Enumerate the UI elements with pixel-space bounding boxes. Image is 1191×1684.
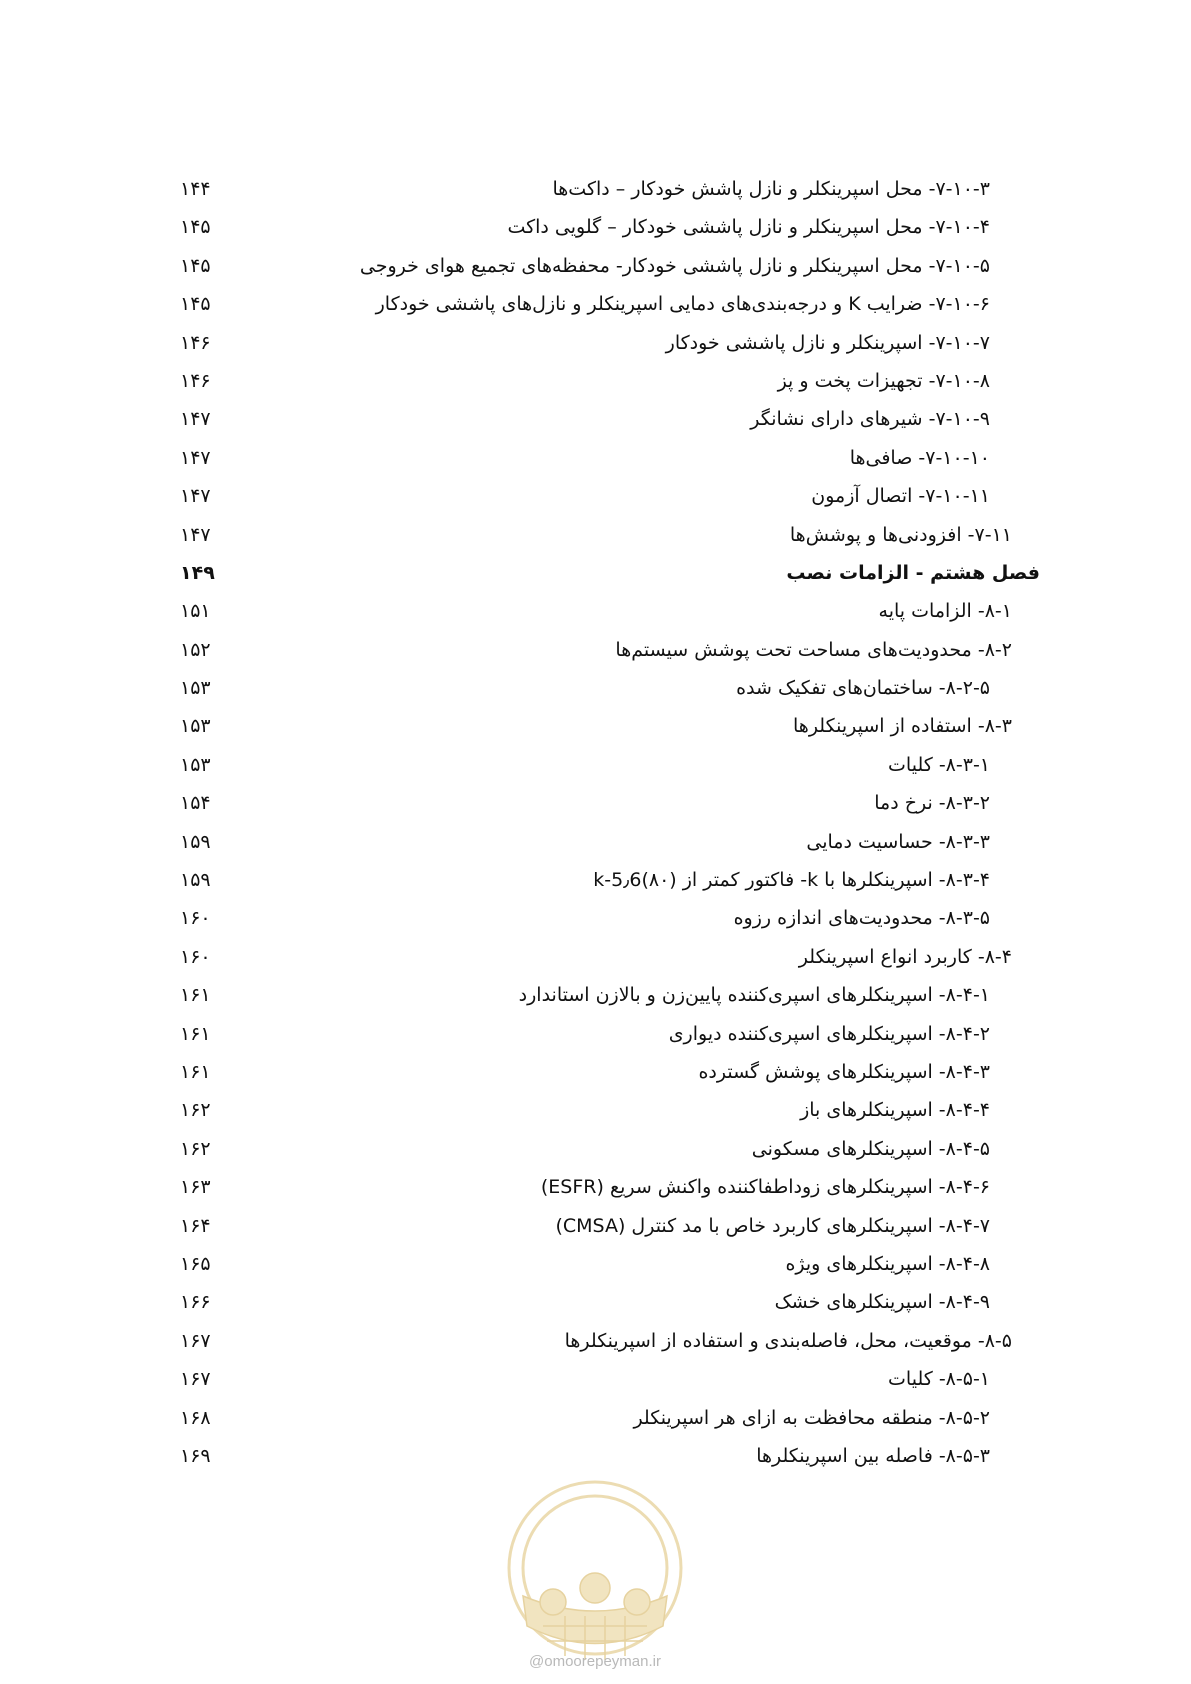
toc-entry bbox=[180, 1360, 1040, 1398]
toc-entry bbox=[180, 247, 1040, 285]
toc-entry-title: ۸-۱- الزامات پایه bbox=[878, 600, 1012, 623]
toc-chapter-heading bbox=[180, 554, 1040, 592]
toc-entry-title: ۷-۱۱- افزودنی‌ها و پوشش‌ها bbox=[789, 523, 1012, 546]
toc-entry-title: ۸-۴-۴- اسپرینکلرهای باز bbox=[800, 1099, 990, 1122]
toc-entry-page: ۱۶۲ bbox=[180, 1137, 211, 1160]
watermark-seal-logo bbox=[503, 1476, 687, 1676]
toc-entry-page: ۱۶۵ bbox=[180, 1252, 211, 1275]
toc-entry-title: ۸-۳- استفاده از اسپرینکلرها bbox=[793, 715, 1012, 738]
toc-entry bbox=[180, 1015, 1040, 1053]
toc-entry-page: ۱۶۴ bbox=[180, 1214, 211, 1237]
toc-entry bbox=[180, 976, 1040, 1014]
toc-entry bbox=[180, 324, 1040, 362]
toc-entry-title: ۸-۴-۹- اسپرینکلرهای خشک bbox=[774, 1291, 990, 1314]
toc-entry-title: ۸-۳-۱- کلیات bbox=[888, 753, 990, 776]
toc-entry-title: ۸-۳-۵- محدودیت‌های اندازه رزوه bbox=[733, 907, 990, 930]
toc-entry bbox=[180, 477, 1040, 515]
toc-entry-title: ۷-۱۰-۵- محل اسپرینکلر و نازل پاششی خودکار- محفظه‌های تجمیع هوای خروجی bbox=[359, 254, 990, 277]
toc-entry-page: ۱۴۷ bbox=[180, 446, 211, 469]
toc-entry-title: ۸-۴-۶- اسپرینکلرهای زوداطفاکننده واکنش سریع (ESFR) bbox=[540, 1176, 990, 1199]
toc-entry bbox=[180, 1130, 1040, 1168]
toc-entry-page: ۱۴۴ bbox=[180, 178, 211, 200]
toc-entry-page: ۱۴۶ bbox=[180, 331, 211, 354]
toc-entry-page: ۱۶۷ bbox=[180, 1329, 211, 1352]
toc-entry bbox=[180, 516, 1040, 554]
toc-entry bbox=[180, 1091, 1040, 1129]
toc-entry-title: ۷-۱۰-۹- شیرهای دارای نشانگر bbox=[750, 408, 990, 431]
table-of-contents bbox=[180, 170, 1040, 1475]
toc-entry-page: ۱۶۲ bbox=[180, 1099, 211, 1122]
toc-entry-title: ۸-۴- کاربرد انواع اسپرینکلر bbox=[798, 945, 1012, 968]
toc-entry-title: ۸-۵- موقعیت، محل، فاصله‌بندی و استفاده از اسپرینکلرها bbox=[564, 1329, 1012, 1352]
toc-entry-title: ۷-۱۰-۸- تجهیزات پخت و پز bbox=[777, 369, 990, 392]
toc-entry-title: ۸-۵-۳- فاصله بین اسپرینکلرها bbox=[756, 1444, 990, 1467]
toc-entry-page: ۱۶۳ bbox=[180, 1176, 211, 1199]
toc-entry-page: ۱۶۰ bbox=[180, 945, 211, 968]
toc-entry bbox=[180, 669, 1040, 707]
toc-entry-title: ۸-۳-۴- اسپرینکلرها با k- فاکتور کمتر از (۸۰)k-5٫6 bbox=[593, 869, 990, 892]
toc-entry bbox=[180, 592, 1040, 630]
toc-entry-page: ۱۴۷ bbox=[180, 523, 211, 546]
toc-entry bbox=[180, 1168, 1040, 1206]
toc-entry-title: ۷-۱۰-۱۱- اتصال آزمون bbox=[811, 485, 990, 508]
toc-entry-page: ۱۴۷ bbox=[180, 485, 211, 508]
toc-entry bbox=[180, 823, 1040, 861]
toc-entry bbox=[180, 285, 1040, 323]
toc-entry bbox=[180, 1207, 1040, 1245]
toc-entry-page: ۱۵۳ bbox=[180, 677, 211, 700]
toc-entry-title: ۸-۴-۲- اسپرینکلرهای اسپری‌کننده دیواری bbox=[668, 1022, 990, 1045]
toc-entry bbox=[180, 1245, 1040, 1283]
toc-entry-title: ۸-۵-۲- منطقه محافظت به ازای هر اسپرینکلر bbox=[633, 1406, 990, 1429]
toc-entry bbox=[180, 439, 1040, 477]
toc-entry bbox=[180, 1399, 1040, 1437]
toc-entry bbox=[180, 746, 1040, 784]
toc-entry-page: ۱۴۵ bbox=[180, 293, 211, 316]
toc-entry-page: ۱۵۲ bbox=[180, 638, 211, 661]
toc-entry bbox=[180, 938, 1040, 976]
toc-entry bbox=[180, 1283, 1040, 1321]
toc-entry-page: ۱۵۴ bbox=[180, 792, 211, 815]
toc-entry-title: ۸-۳-۳- حساسیت دمایی bbox=[806, 830, 990, 853]
toc-entry-title: ۸-۲-۵- ساختمان‌های تفکیک شده bbox=[736, 677, 990, 700]
toc-entry bbox=[180, 1053, 1040, 1091]
toc-entry bbox=[180, 362, 1040, 400]
toc-entry bbox=[180, 707, 1040, 745]
toc-entry-page: ۱۶۷ bbox=[180, 1368, 211, 1391]
toc-entry-page: ۱۵۳ bbox=[180, 715, 211, 738]
toc-entry-title: فصل هشتم - الزامات نصب bbox=[786, 561, 1040, 584]
toc-entry-page: ۱۶۸ bbox=[180, 1406, 211, 1429]
toc-entry-title: ۷-۱۰-۳- محل اسپرینکلر و نازل پاشش خودکار – داکت‌ها bbox=[552, 178, 990, 200]
toc-entry bbox=[180, 631, 1040, 669]
toc-entry bbox=[180, 170, 1040, 208]
toc-entry-title: ۸-۴-۷- اسپرینکلرهای کاربرد خاص با مد کنترل (CMSA) bbox=[555, 1214, 990, 1237]
toc-entry bbox=[180, 899, 1040, 937]
toc-entry-title: ۸-۳-۲- نرخ دما bbox=[874, 792, 990, 815]
toc-entry bbox=[180, 1322, 1040, 1360]
toc-entry-page: ۱۶۱ bbox=[180, 1022, 211, 1045]
toc-entry-page: ۱۶۶ bbox=[180, 1291, 211, 1314]
toc-entry-title: ۷-۱۰-۷- اسپرینکلر و نازل پاششی خودکار bbox=[665, 331, 990, 354]
toc-entry-page: ۱۴۷ bbox=[180, 408, 211, 431]
toc-entry-page: ۱۴۹ bbox=[180, 561, 215, 584]
toc-entry bbox=[180, 861, 1040, 899]
toc-entry-page: ۱۶۰ bbox=[180, 907, 211, 930]
toc-entry bbox=[180, 1437, 1040, 1475]
toc-entry-title: ۸-۲- محدودیت‌های مساحت تحت پوشش سیستم‌ها bbox=[615, 638, 1012, 661]
toc-entry-title: ۸-۵-۱- کلیات bbox=[888, 1368, 990, 1391]
toc-entry bbox=[180, 400, 1040, 438]
toc-entry-title: ۸-۴-۵- اسپرینکلرهای مسکونی bbox=[751, 1137, 990, 1160]
toc-entry-page: ۱۵۱ bbox=[180, 600, 211, 623]
toc-entry bbox=[180, 208, 1040, 246]
toc-entry-title: ۷-۱۰-۴- محل اسپرینکلر و نازل پاششی خودکار – گلویی داکت bbox=[507, 216, 990, 239]
toc-entry-page: ۱۴۶ bbox=[180, 369, 211, 392]
toc-entry-page: ۱۵۳ bbox=[180, 753, 211, 776]
toc-entry-page: ۱۶۱ bbox=[180, 1060, 211, 1083]
toc-entry-page: ۱۴۵ bbox=[180, 254, 211, 277]
toc-entry-title: ۸-۴-۳- اسپرینکلرهای پوشش گسترده bbox=[698, 1060, 990, 1083]
toc-entry-title: ۸-۴-۱- اسپرینکلرهای اسپری‌کننده پایین‌زن و بالازن استاندارد bbox=[518, 984, 990, 1007]
toc-entry-page: ۱۶۹ bbox=[180, 1444, 211, 1467]
toc-entry-page: ۱۴۵ bbox=[180, 216, 211, 239]
toc-entry-page: ۱۵۹ bbox=[180, 869, 211, 892]
watermark-site: @omoorepeyman.ir bbox=[529, 1653, 661, 1670]
toc-entry-title: ۸-۴-۸- اسپرینکلرهای ویژه bbox=[785, 1252, 990, 1275]
toc-entry-title: ۷-۱۰-۱۰- صافی‌ها bbox=[849, 446, 990, 469]
toc-entry-title: ۷-۱۰-۶- ضرایب K و درجه‌بندی‌های دمایی اسپرینکلر و نازل‌های پاششی خودکار bbox=[375, 293, 990, 316]
toc-entry bbox=[180, 784, 1040, 822]
toc-entry-page: ۱۶۱ bbox=[180, 984, 211, 1007]
toc-entry-page: ۱۵۹ bbox=[180, 830, 211, 853]
